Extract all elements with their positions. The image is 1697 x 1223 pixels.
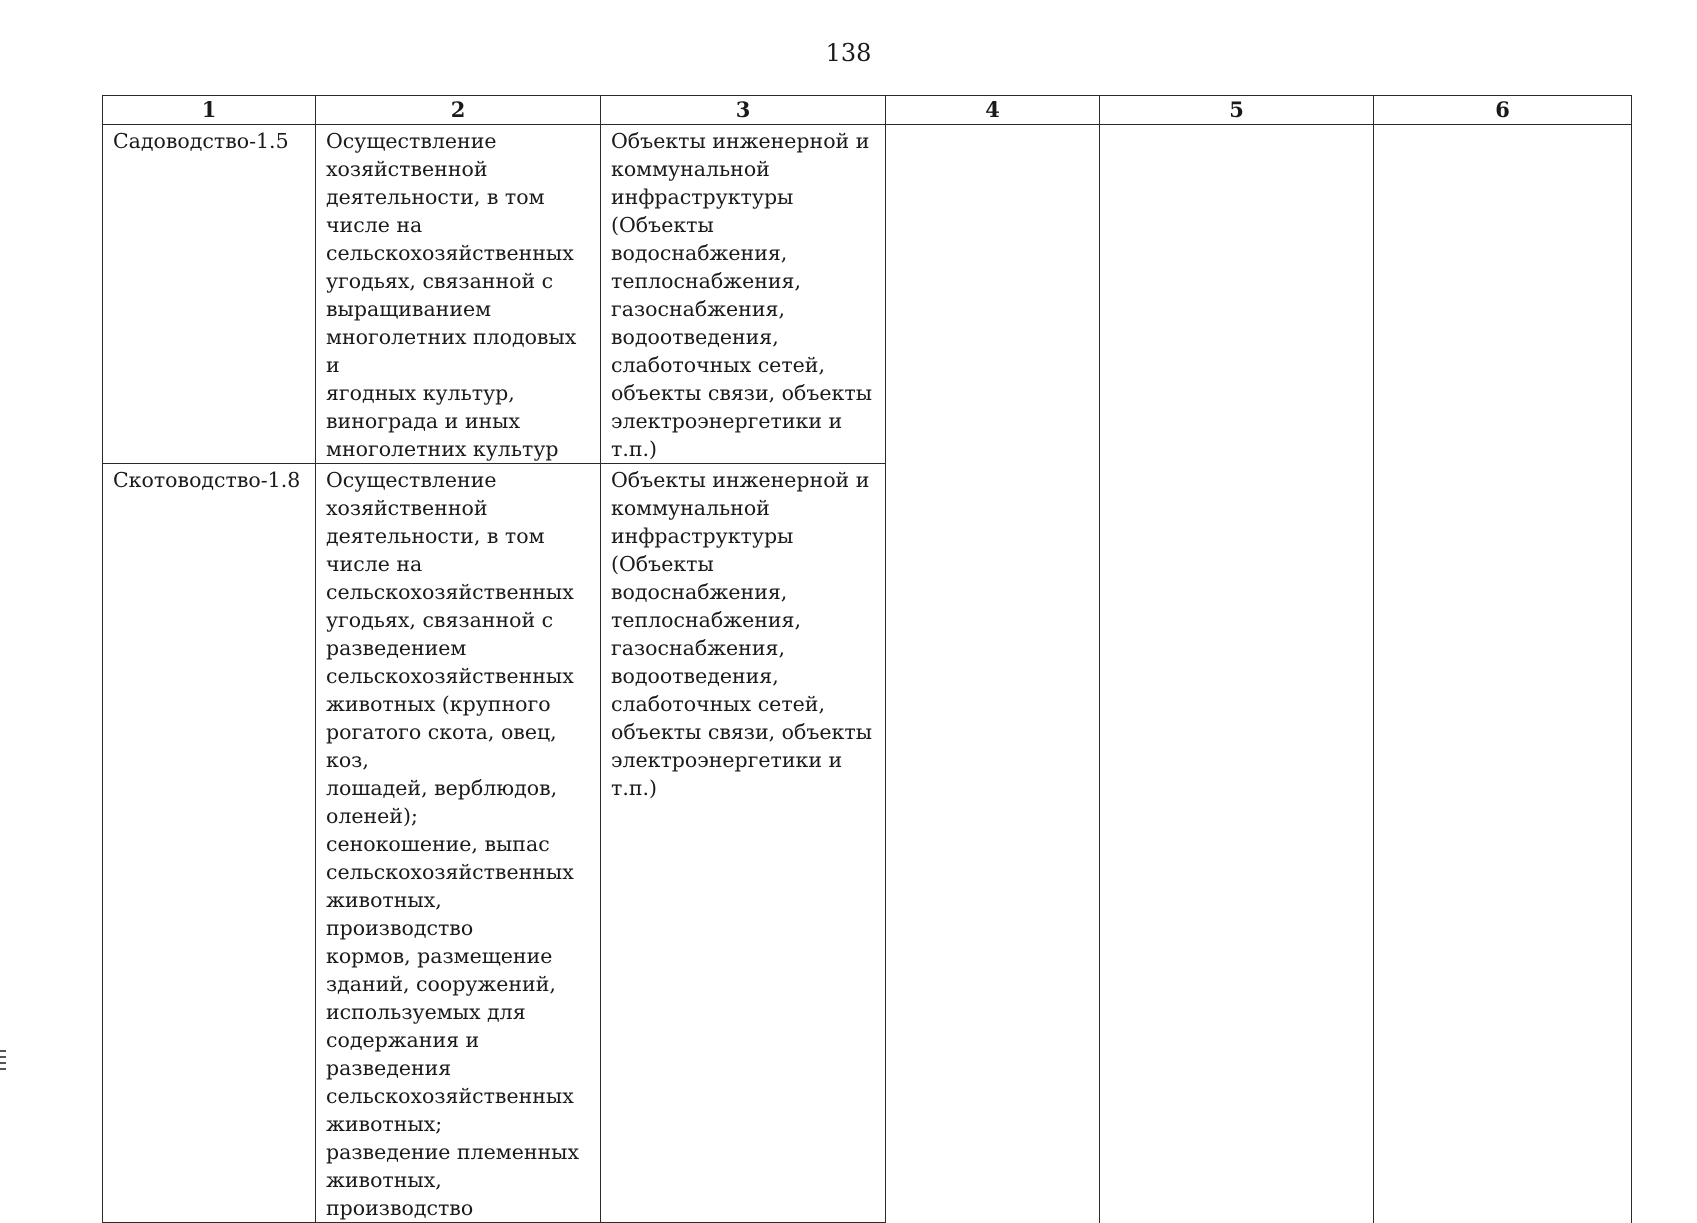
cell-description xyxy=(316,464,601,1223)
header-col-1: 1 xyxy=(103,96,316,125)
auxiliary-objects-text: Объекты инженерной и коммунальной инфраструктуры (Объекты водоснабжения, теплоснабжения, газоснабжения, водоотведения, слаботочных сетей, объекты связи, объекты электроэнергетики и т.п.) xyxy=(611,129,873,461)
col-6-text xyxy=(1374,125,1631,127)
header-col-4: 4 xyxy=(886,96,1100,125)
scan-mark xyxy=(0,1068,6,1070)
col-5-text xyxy=(1100,125,1373,127)
scan-mark xyxy=(0,1062,6,1064)
scan-mark xyxy=(0,1050,6,1052)
cell-description xyxy=(316,125,601,464)
cell-auxiliary-objects xyxy=(601,125,886,464)
header-col-5: 5 xyxy=(1100,96,1374,125)
header-col-3: 3 xyxy=(601,96,886,125)
cell-land-use-code xyxy=(103,464,316,1223)
col-4-text xyxy=(886,125,1099,127)
cell-col-4 xyxy=(886,125,1100,1223)
scan-mark xyxy=(0,1056,6,1058)
land-use-code-text: Садоводство-1.5 xyxy=(113,129,289,153)
header-col-2: 2 xyxy=(316,96,601,125)
cell-auxiliary-objects xyxy=(601,464,886,1223)
page-number: 138 xyxy=(825,39,872,67)
auxiliary-objects-text: Объекты инженерной и коммунальной инфраструктуры (Объекты водоснабжения, теплоснабжения, газоснабжения, водоотведения, слаботочных сетей, объекты связи, объекты электроэнергетики и т.п.) xyxy=(611,468,873,800)
description-text: Осуществление хозяйственной деятельности, в том числе на сельскохозяйственных угодьях, связанной с разведением сельскохозяйственных животных (крупного рогатого скота, овец, коз, лошадей, верблюдов, оленей); сенокошение, выпас сельскохозяйственных животных, производство кормов, размещение зданий, сооружений, используемых для содержания и разведения сельскохозяйственных животных; разведение племенных животных, производство xyxy=(326,468,580,1220)
scan-edge-marks xyxy=(0,1050,8,1074)
cell-land-use-code xyxy=(103,125,316,464)
cell-col-6 xyxy=(1374,125,1632,1223)
description-text: Осуществление хозяйственной деятельности, в том числе на сельскохозяйственных угодьях, связанной с выращиванием многолетних плодовых и ягодных культур, винограда и иных многолетних культур xyxy=(326,129,577,461)
table-header-row xyxy=(103,96,1632,125)
land-use-table xyxy=(102,95,1632,1223)
land-use-code-text: Скотоводство-1.8 xyxy=(113,468,301,492)
cell-col-5 xyxy=(1100,125,1374,1223)
header-col-6: 6 xyxy=(1374,96,1632,125)
table-row xyxy=(103,125,1632,464)
